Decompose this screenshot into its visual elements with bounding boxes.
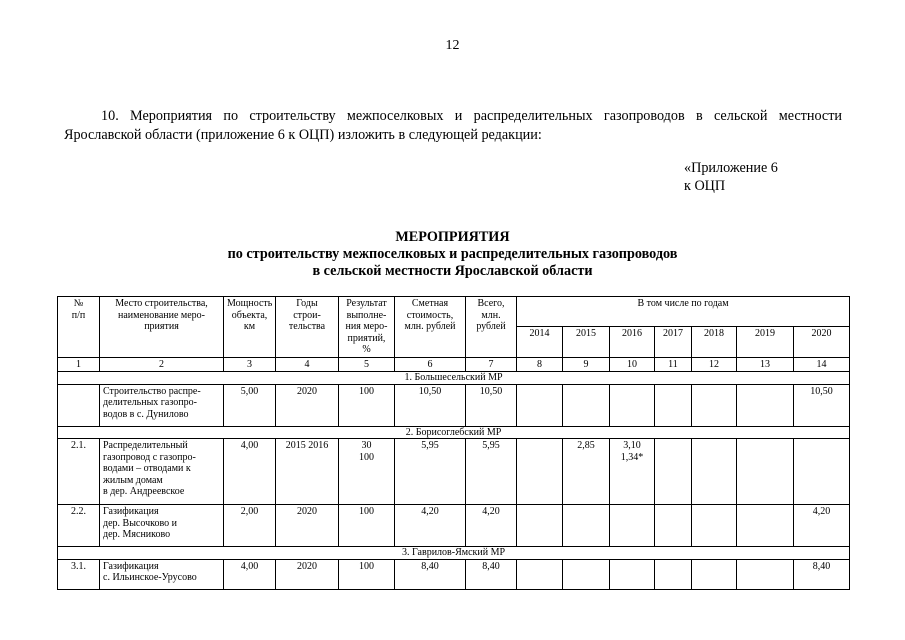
- header-year-2014: 2014: [517, 327, 563, 357]
- col-number: 13: [737, 357, 794, 372]
- header-year-2016: 2016: [610, 327, 655, 357]
- section-row-2: [58, 426, 850, 439]
- cell-result: 30 100: [339, 439, 395, 505]
- cell-2019: [737, 505, 794, 547]
- cell-total: 10,50: [466, 384, 517, 426]
- section-row-3: [58, 547, 850, 560]
- cell-place: Газификация дер. Высочково и дер. Мясниково: [100, 505, 224, 547]
- col-number: 12: [692, 357, 737, 372]
- cell-result: 100: [339, 384, 395, 426]
- cell-2020: 10,50: [794, 384, 850, 426]
- section-title: 2. Борисоглебский МР: [58, 426, 850, 439]
- header-year-2020: 2020: [794, 327, 850, 357]
- cell-total: 8,40: [466, 559, 517, 589]
- cell-2017: [655, 439, 692, 505]
- cell-place: Распределительный газопровод с газопро- водами – отводами к жилым домам в дер. Андреевское: [100, 439, 224, 505]
- cell-2019: [737, 439, 794, 505]
- cell-2014: [517, 559, 563, 589]
- appendix-line-2: к ОЦП: [684, 178, 726, 194]
- cell-capacity: 4,00: [224, 439, 276, 505]
- table-row: [58, 439, 850, 505]
- cell-num: 2.2.: [58, 505, 100, 547]
- cell-2018: [692, 559, 737, 589]
- table-row: [58, 559, 850, 589]
- title-line-2: по строительству межпоселковых и распределительных газопроводов: [227, 246, 678, 262]
- cell-capacity: 2,00: [224, 505, 276, 547]
- cell-2016: 3,10 1,34*: [610, 439, 655, 505]
- table-row: [58, 384, 850, 426]
- header-row: [58, 297, 850, 327]
- cell-total: 4,20: [466, 505, 517, 547]
- cell-2018: [692, 505, 737, 547]
- header-year-2017: 2017: [655, 327, 692, 357]
- cell-result: 100: [339, 505, 395, 547]
- table-row: [58, 505, 850, 547]
- header-by-year: В том числе по годам: [517, 297, 850, 327]
- header-cost: Сметная стоимость, млн. рублей: [395, 297, 466, 358]
- section-row-1: [58, 372, 850, 385]
- cell-2014: [517, 505, 563, 547]
- col-number: 11: [655, 357, 692, 372]
- cell-2017: [655, 384, 692, 426]
- cell-2015: [563, 505, 610, 547]
- cell-years: 2020: [276, 559, 339, 589]
- col-number: 5: [339, 357, 395, 372]
- cell-2016: [610, 505, 655, 547]
- cell-2019: [737, 559, 794, 589]
- col-number: 7: [466, 357, 517, 372]
- col-number: 8: [517, 357, 563, 372]
- cell-2015: [563, 384, 610, 426]
- header-years: Годы строи- тельства: [276, 297, 339, 358]
- cell-2014: [517, 439, 563, 505]
- paragraph-item-10: 10. Мероприятия по строительству межпоселковых и распределительных газопроводов в сельской местности Ярославской области (приложение 6 к ОЦП) изложить в следующей редакции:: [64, 108, 842, 143]
- section-title: 1. Большесельский МР: [58, 372, 850, 385]
- col-number: 1: [58, 357, 100, 372]
- header-num: № п/п: [58, 297, 100, 358]
- cell-place: Газификация с. Ильинское-Урусово: [100, 559, 224, 589]
- section-title: 3. Гаврилов-Ямский МР: [58, 547, 850, 560]
- column-number-row: [58, 357, 850, 372]
- cell-2017: [655, 559, 692, 589]
- col-number: 9: [563, 357, 610, 372]
- header-year-2019: 2019: [737, 327, 794, 357]
- cell-2018: [692, 439, 737, 505]
- cell-capacity: 5,00: [224, 384, 276, 426]
- cell-cost: 8,40: [395, 559, 466, 589]
- title-line-3: в сельской местности Ярославской области: [312, 263, 593, 279]
- header-year-2015: 2015: [563, 327, 610, 357]
- measures-table: [57, 296, 850, 590]
- cell-num: [58, 384, 100, 426]
- cell-2014: [517, 384, 563, 426]
- page-number: 12: [445, 38, 460, 53]
- cell-2020: [794, 439, 850, 505]
- cell-years: 2015 2016: [276, 439, 339, 505]
- header-result: Результат выполне- ния меро- приятий, %: [339, 297, 395, 358]
- document-title: [0, 229, 905, 280]
- cell-place: Строительство распре- делительных газопро- водов в с. Дунилово: [100, 384, 224, 426]
- cell-cost: 4,20: [395, 505, 466, 547]
- appendix-note: [684, 159, 778, 195]
- cell-num: 2.1.: [58, 439, 100, 505]
- cell-cost: 10,50: [395, 384, 466, 426]
- cell-2020: 4,20: [794, 505, 850, 547]
- cell-2020: 8,40: [794, 559, 850, 589]
- cell-2016: [610, 559, 655, 589]
- header-total: Всего, млн. рублей: [466, 297, 517, 358]
- cell-2018: [692, 384, 737, 426]
- cell-total: 5,95: [466, 439, 517, 505]
- cell-capacity: 4,00: [224, 559, 276, 589]
- cell-cost: 5,95: [395, 439, 466, 505]
- appendix-line-1: «Приложение 6: [684, 160, 778, 176]
- header-capacity: Мощность объекта, км: [224, 297, 276, 358]
- col-number: 10: [610, 357, 655, 372]
- cell-result: 100: [339, 559, 395, 589]
- cell-2019: [737, 384, 794, 426]
- col-number: 3: [224, 357, 276, 372]
- col-number: 6: [395, 357, 466, 372]
- cell-years: 2020: [276, 384, 339, 426]
- cell-2017: [655, 505, 692, 547]
- col-number: 14: [794, 357, 850, 372]
- col-number: 2: [100, 357, 224, 372]
- header-year-2018: 2018: [692, 327, 737, 357]
- col-number: 4: [276, 357, 339, 372]
- cell-2015: 2,85: [563, 439, 610, 505]
- header-place: Место строительства, наименование меро- приятия: [100, 297, 224, 358]
- cell-years: 2020: [276, 505, 339, 547]
- cell-2015: [563, 559, 610, 589]
- cell-num: 3.1.: [58, 559, 100, 589]
- cell-2016: [610, 384, 655, 426]
- title-line-1: МЕРОПРИЯТИЯ: [395, 229, 510, 245]
